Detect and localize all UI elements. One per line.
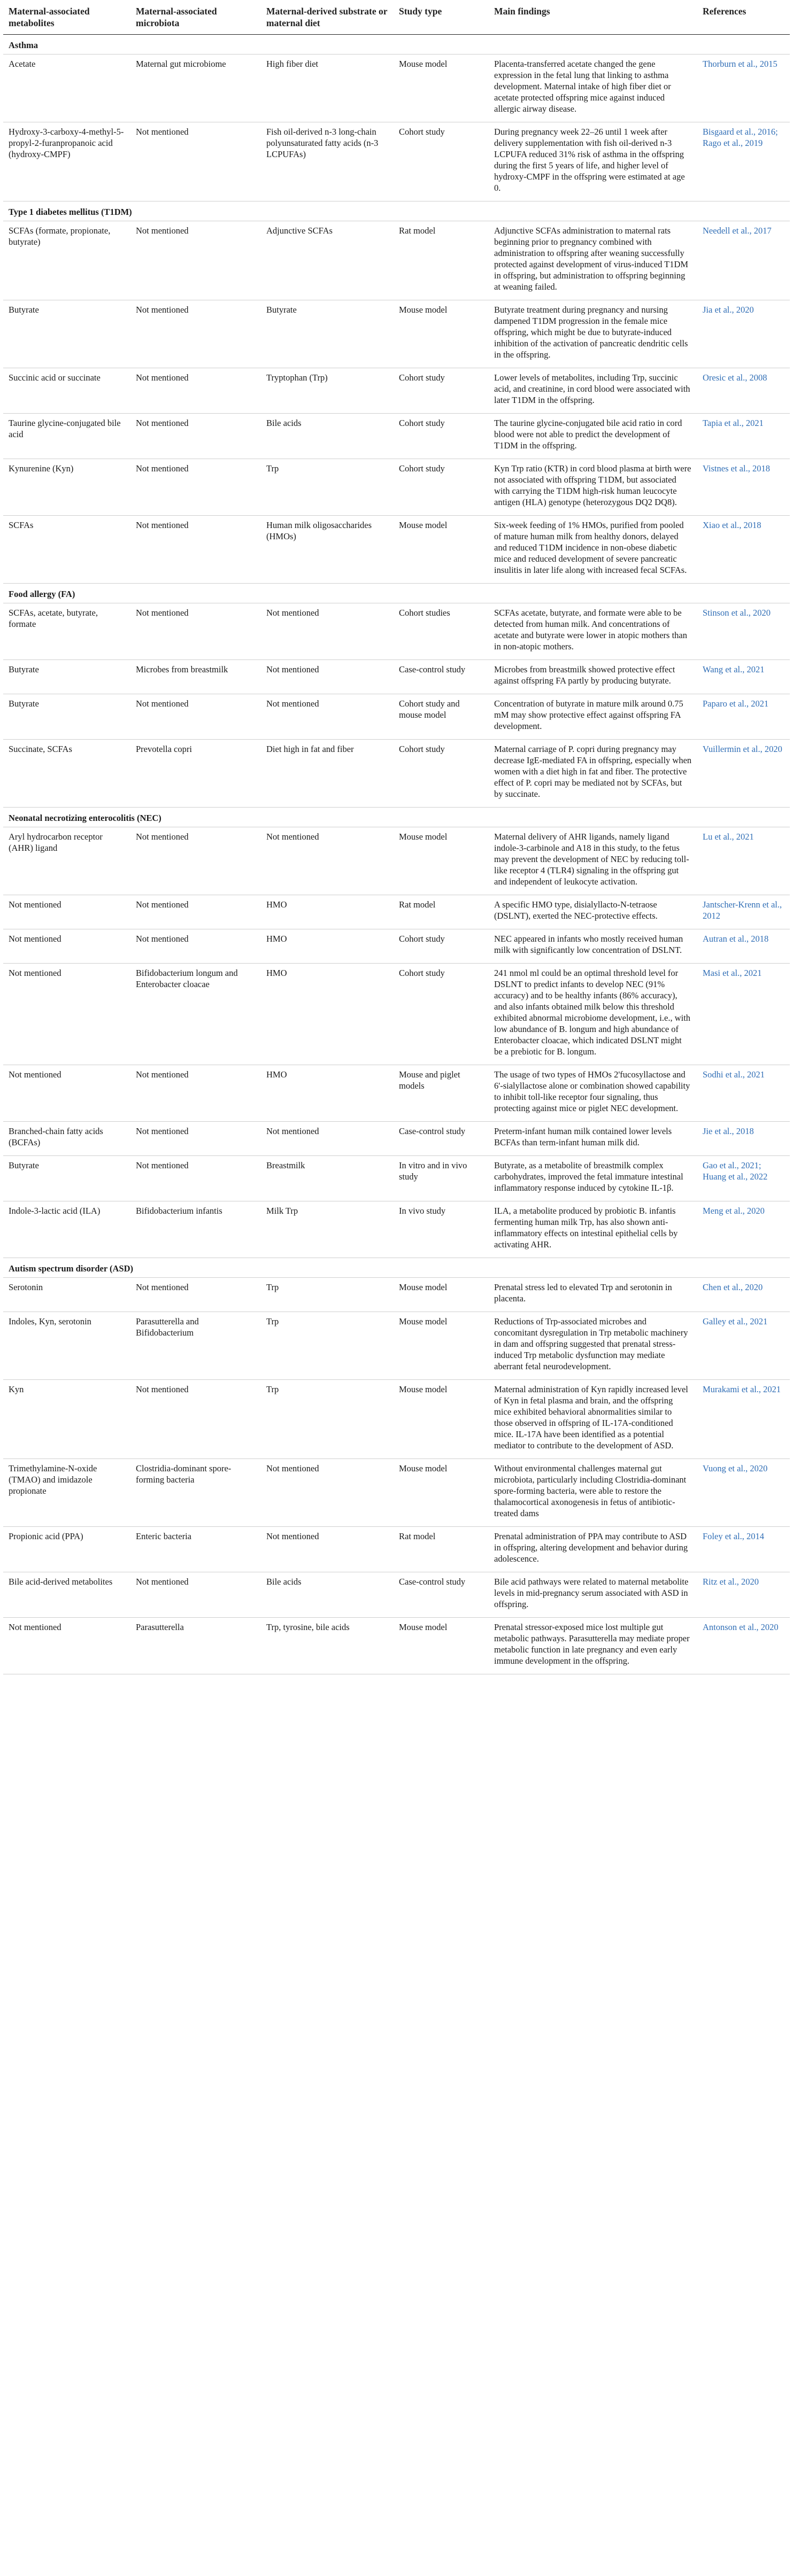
study-type-cell: Cohort study and mouse model [394, 694, 489, 740]
references-cell [697, 1278, 790, 1312]
findings-cell: During pregnancy week 22–26 until 1 week after delivery supplementation with fish oil-derived n-3 LCPUFA reduced 31% risk of asthma in the offspring during the first 5 years of life, and higher level of hydroxy-CMPF in the offspring were estimated at age 0. [489, 122, 697, 201]
study-type-cell: Mouse model [394, 1459, 489, 1527]
study-type-cell: Cohort study [394, 368, 489, 414]
study-type-cell: Mouse model [394, 1312, 489, 1380]
substrate-cell: Fish oil-derived n-3 long-chain polyunsaturated fatty acids (n-3 LCPUFAs) [261, 122, 394, 201]
reference-link[interactable]: Vistnes et al., 2018 [703, 463, 770, 474]
metabolite-cell: Not mentioned [3, 929, 130, 964]
table-row [3, 603, 790, 660]
substrate-cell: Diet high in fat and fiber [261, 740, 394, 808]
substrate-cell: Not mentioned [261, 1527, 394, 1572]
study-type-cell: In vivo study [394, 1201, 489, 1258]
table-body [3, 35, 790, 1674]
findings-cell: Prenatal administration of PPA may contribute to ASD in offspring, altering development and behavior during adolescence. [489, 1527, 697, 1572]
substrate-cell: Trp [261, 1380, 394, 1459]
col-header-substrate: Maternal-derived substrate or maternal diet [261, 4, 394, 35]
reference-link[interactable]: Foley et al., 2014 [703, 1531, 765, 1541]
metabolite-cell: Butyrate [3, 300, 130, 368]
data-table [3, 4, 790, 1674]
col-header-microbiota: Maternal-associated microbiota [130, 4, 261, 35]
study-type-cell: Cohort studies [394, 603, 489, 660]
references-cell [697, 1312, 790, 1380]
table-row [3, 1527, 790, 1572]
findings-cell: Maternal carriage of P. copri during pregnancy may decrease IgE-mediated FA in offspring, especially when women with a diet high in fat and fiber. The protective effect of P. copri may be mediated not by SCFAs, but by succinate. [489, 740, 697, 808]
microbiota-cell: Not mentioned [130, 1278, 261, 1312]
microbiota-cell: Not mentioned [130, 300, 261, 368]
findings-cell: Lower levels of metabolites, including Trp, succinic acid, and creatinine, in cord blood were associated with later T1DM in the offspring. [489, 368, 697, 414]
metabolite-cell: Not mentioned [3, 964, 130, 1065]
table-row [3, 55, 790, 122]
section-row [3, 584, 790, 603]
findings-cell: Without environmental challenges maternal gut microbiota, particularly including Clostridia-dominant spore-forming bacteria, were able to restore the thalamocortical axonogenesis in fetus of antibiotic-treated dams [489, 1459, 697, 1527]
reference-link[interactable]: Vuillermin et al., 2020 [703, 744, 782, 754]
col-header-main-findings: Main findings [489, 4, 697, 35]
findings-cell: Prenatal stress led to elevated Trp and serotonin in placenta. [489, 1278, 697, 1312]
microbiota-cell: Not mentioned [130, 368, 261, 414]
reference-link[interactable]: Huang et al., 2022 [703, 1171, 768, 1182]
microbiota-cell: Not mentioned [130, 694, 261, 740]
findings-cell: Butyrate treatment during pregnancy and nursing dampened T1DM progression in the female mice offspring, which might be due to butyrate-induced inhibition of the activation of pancreatic dendritic cells in the offspring. [489, 300, 697, 368]
table-row [3, 122, 790, 201]
reference-link[interactable]: Xiao et al., 2018 [703, 520, 761, 530]
references-cell [697, 603, 790, 660]
findings-cell: Maternal delivery of AHR ligands, namely ligand indole-3-carbinole and A18 in this study, to the fetus may prevent the development of NEC by reducing toll-like receptor 4 (TLR4) signaling in the offspring gut and independent of leukocyte activation. [489, 827, 697, 895]
study-type-cell: Case-control study [394, 1572, 489, 1618]
findings-cell: A specific HMO type, disialyllacto-N-tetraose (DSLNT), exerted the NEC-protective effects. [489, 895, 697, 929]
table-row [3, 516, 790, 584]
references-cell [697, 1380, 790, 1459]
findings-cell: Placenta-transferred acetate changed the gene expression in the fetal lung that linking to asthma development. Maternal intake of high fiber diet or acetate protected offspring mice against induced allergic airway disease. [489, 55, 697, 122]
substrate-cell: Human milk oligosaccharides (HMOs) [261, 516, 394, 584]
microbiota-cell: Not mentioned [130, 1380, 261, 1459]
reference-link[interactable]: Chen et al., 2020 [703, 1282, 763, 1292]
references-cell [697, 368, 790, 414]
reference-link[interactable]: Autran et al., 2018 [703, 934, 769, 944]
references-cell [697, 516, 790, 584]
microbiota-cell: Not mentioned [130, 929, 261, 964]
microbiota-cell: Not mentioned [130, 603, 261, 660]
references-cell [697, 740, 790, 808]
section-row [3, 201, 790, 221]
col-header-study-type: Study type [394, 4, 489, 35]
findings-cell: SCFAs acetate, butyrate, and formate were able to be detected from human milk. And concentrations of acetate and butyrate were lower in atopic mothers than in non-atopic mothers. [489, 603, 697, 660]
reference-link[interactable]: Galley et al., 2021 [703, 1316, 768, 1326]
table-row [3, 929, 790, 964]
reference-link[interactable]: Lu et al., 2021 [703, 832, 754, 842]
table-row [3, 1380, 790, 1459]
substrate-cell: Not mentioned [261, 694, 394, 740]
metabolite-cell: SCFAs, acetate, butyrate, formate [3, 603, 130, 660]
microbiota-cell: Not mentioned [130, 122, 261, 201]
substrate-cell: Bile acids [261, 414, 394, 459]
metabolite-cell: Not mentioned [3, 1065, 130, 1122]
table-row [3, 660, 790, 694]
study-type-cell: Mouse model [394, 55, 489, 122]
header-row [3, 4, 790, 35]
metabolite-cell: Aryl hydrocarbon receptor (AHR) ligand [3, 827, 130, 895]
references-cell [697, 827, 790, 895]
study-type-cell: Mouse model [394, 827, 489, 895]
metabolite-cell: Acetate [3, 55, 130, 122]
microbiota-cell: Not mentioned [130, 1156, 261, 1201]
table-row [3, 459, 790, 516]
metabolite-cell: Not mentioned [3, 895, 130, 929]
microbiota-cell: Not mentioned [130, 1572, 261, 1618]
reference-link[interactable]: Murakami et al., 2021 [703, 1384, 781, 1394]
microbiota-cell: Bifidobacterium longum and Enterobacter cloacae [130, 964, 261, 1065]
findings-cell: Six-week feeding of 1% HMOs, purified from pooled of mature human milk from healthy donors, delayed and reduced T1DM incidence in non-obese diabetic mice and reduced development of severe pancreatic insulitis in later life along with increased fecal SCFAs. [489, 516, 697, 584]
references-cell [697, 414, 790, 459]
metabolite-cell: SCFAs [3, 516, 130, 584]
microbiota-cell: Microbes from breastmilk [130, 660, 261, 694]
study-type-cell: Case-control study [394, 1122, 489, 1156]
substrate-cell: Not mentioned [261, 1459, 394, 1527]
table-row [3, 300, 790, 368]
section-title: Food allergy (FA) [3, 584, 790, 603]
metabolite-cell: Succinic acid or succinate [3, 368, 130, 414]
substrate-cell: Bile acids [261, 1572, 394, 1618]
metabolite-cell: Not mentioned [3, 1618, 130, 1674]
table-row [3, 964, 790, 1065]
reference-link[interactable]: Oresic et al., 2008 [703, 373, 767, 383]
reference-link[interactable]: Masi et al., 2021 [703, 968, 762, 978]
substrate-cell: Tryptophan (Trp) [261, 368, 394, 414]
study-type-cell: Cohort study [394, 964, 489, 1065]
findings-cell: Maternal administration of Kyn rapidly increased level of Kyn in fetal plasma and brain, and the offspring mice exhibited behavioral abnormalities similar to those observed in offspring of IL-17A-conditioned mice. IL-17A have been identified as a potential mediator to contribute to the development of ASD. [489, 1380, 697, 1459]
microbiota-cell: Not mentioned [130, 827, 261, 895]
study-type-cell: Mouse and piglet models [394, 1065, 489, 1122]
microbiota-cell: Prevotella copri [130, 740, 261, 808]
substrate-cell: HMO [261, 1065, 394, 1122]
section-title: Autism spectrum disorder (ASD) [3, 1258, 790, 1278]
references-cell [697, 1201, 790, 1258]
findings-cell: Preterm-infant human milk contained lower levels BCFAs than term-infant human milk did. [489, 1122, 697, 1156]
substrate-cell: Butyrate [261, 300, 394, 368]
microbiota-cell: Clostridia-dominant spore-forming bacteria [130, 1459, 261, 1527]
references-cell [697, 929, 790, 964]
microbiota-cell: Parasutterella [130, 1618, 261, 1674]
metabolite-cell: SCFAs (formate, propionate, butyrate) [3, 221, 130, 300]
metabolite-cell: Bile acid-derived metabolites [3, 1572, 130, 1618]
study-type-cell: Cohort study [394, 122, 489, 201]
metabolite-cell: Indoles, Kyn, serotonin [3, 1312, 130, 1380]
references-cell [697, 1065, 790, 1122]
study-type-cell: Cohort study [394, 740, 489, 808]
microbiota-cell: Not mentioned [130, 895, 261, 929]
findings-cell: Microbes from breastmilk showed protective effect against offspring FA partly by producing butyrate. [489, 660, 697, 694]
references-cell [697, 1618, 790, 1674]
findings-cell: Bile acid pathways were related to maternal metabolite levels in mid-pregnancy serum associated with ASD in offspring. [489, 1572, 697, 1618]
references-cell [697, 300, 790, 368]
reference-link[interactable]: Jantscher-Krenn et al., 2012 [703, 899, 782, 921]
findings-cell: Reductions of Trp-associated microbes and concomitant dysregulation in Trp metabolic machinery in dam and offspring suggested that prenatal stress-induced Trp metabolic dysfunction may mediate aberrant fetal neurodevelopment. [489, 1312, 697, 1380]
reference-link[interactable]: Vuong et al., 2020 [703, 1463, 768, 1473]
table-row [3, 1572, 790, 1618]
table-row [3, 1065, 790, 1122]
references-cell [697, 694, 790, 740]
reference-link[interactable]: Meng et al., 2020 [703, 1206, 765, 1216]
substrate-cell: High fiber diet [261, 55, 394, 122]
substrate-cell: Trp [261, 1278, 394, 1312]
findings-cell: ILA, a metabolite produced by probiotic B. infantis fermenting human milk Trp, has also shown anti-inflammatory effects on intestinal epithelial cells by activating AHR. [489, 1201, 697, 1258]
table-row [3, 895, 790, 929]
section-title: Type 1 diabetes mellitus (T1DM) [3, 201, 790, 221]
microbiota-cell: Not mentioned [130, 459, 261, 516]
study-type-cell: Mouse model [394, 1380, 489, 1459]
substrate-cell: Breastmilk [261, 1156, 394, 1201]
metabolite-cell: Branched-chain fatty acids (BCFAs) [3, 1122, 130, 1156]
findings-cell: NEC appeared in infants who mostly received human milk with significantly low concentration of DSLNT. [489, 929, 697, 964]
metabolite-cell: Butyrate [3, 694, 130, 740]
references-cell [697, 660, 790, 694]
section-row [3, 35, 790, 55]
table-row [3, 1201, 790, 1258]
substrate-cell: Adjunctive SCFAs [261, 221, 394, 300]
metabolite-cell: Trimethylamine-N-oxide (TMAO) and imidazole propionate [3, 1459, 130, 1527]
study-type-cell: Case-control study [394, 660, 489, 694]
metabolite-cell: Propionic acid (PPA) [3, 1527, 130, 1572]
metabolite-cell: Serotonin [3, 1278, 130, 1312]
table-row [3, 1618, 790, 1674]
microbiota-cell: Enteric bacteria [130, 1527, 261, 1572]
reference-link[interactable]: Gao et al., 2021; [703, 1160, 761, 1170]
col-header-metabolites: Maternal-associated metabolites [3, 4, 130, 35]
references-cell [697, 1459, 790, 1527]
microbiota-cell: Parasutterella and Bifidobacterium [130, 1312, 261, 1380]
substrate-cell: HMO [261, 895, 394, 929]
table-row [3, 1122, 790, 1156]
references-cell [697, 895, 790, 929]
findings-cell: The usage of two types of HMOs 2'fucosyllactose and 6'-sialyllactose alone or combination showed capability to inhibit toll-like receptor four signaling, thus protecting against mice or piglet NEC development. [489, 1065, 697, 1122]
substrate-cell: Not mentioned [261, 1122, 394, 1156]
study-type-cell: Mouse model [394, 516, 489, 584]
section-row [3, 1258, 790, 1278]
study-type-cell: Cohort study [394, 414, 489, 459]
references-cell [697, 122, 790, 201]
findings-cell: Adjunctive SCFAs administration to maternal rats beginning prior to pregnancy combined with administration to offspring after weaning successfully protected against development of virus-induced T1DM in offspring, but administration to offspring beginning at weaning failed. [489, 221, 697, 300]
reference-link[interactable]: Jie et al., 2018 [703, 1126, 754, 1136]
table-row [3, 740, 790, 808]
metabolite-cell: Butyrate [3, 1156, 130, 1201]
table-row [3, 1156, 790, 1201]
section-title: Asthma [3, 35, 790, 55]
references-cell [697, 964, 790, 1065]
references-cell [697, 55, 790, 122]
section-title: Neonatal necrotizing enterocolitis (NEC) [3, 808, 790, 827]
table-row [3, 1278, 790, 1312]
findings-cell: Prenatal stressor-exposed mice lost multiple gut metabolic pathways. Parasutterella may mediate proper metabolic function in late pregnancy and even early immune development in the offspring. [489, 1618, 697, 1674]
metabolite-cell: Taurine glycine-conjugated bile acid [3, 414, 130, 459]
findings-cell: 241 nmol ml could be an optimal threshold level for DSLNT to predict infants to develop NEC (91% accuracy) and to be healthy infants (86% accuracy), and also infants obtained milk below this threshold exhibited abnormal microbiome development, i.e., with low abundance of B. longum and high abundance of Enterobacter cloacae, which indicated DSLNT might be a prebiotic for B. longum. [489, 964, 697, 1065]
microbiota-cell: Bifidobacterium infantis [130, 1201, 261, 1258]
findings-cell: Kyn Trp ratio (KTR) in cord blood plasma at birth were not associated with offspring T1DM, but associated with carrying the T1DM high-risk human leucocyte antigen (HLA) genotype (heterozygous DQ2 DQ8). [489, 459, 697, 516]
findings-cell: Butyrate, as a metabolite of breastmilk complex carbohydrates, improved the fetal immature intestinal inflammatory response induced by cytokine IL-1β. [489, 1156, 697, 1201]
substrate-cell: Milk Trp [261, 1201, 394, 1258]
references-cell [697, 1156, 790, 1201]
study-type-cell: Cohort study [394, 459, 489, 516]
table-row [3, 414, 790, 459]
table-row [3, 694, 790, 740]
col-header-references: References [697, 4, 790, 35]
study-type-cell: Cohort study [394, 929, 489, 964]
study-type-cell: Mouse model [394, 300, 489, 368]
findings-cell: The taurine glycine-conjugated bile acid ratio in cord blood were not able to predict the development of T1DM in the offspring. [489, 414, 697, 459]
references-cell [697, 459, 790, 516]
study-type-cell: Rat model [394, 221, 489, 300]
study-type-cell: In vitro and in vivo study [394, 1156, 489, 1201]
study-type-cell: Rat model [394, 1527, 489, 1572]
reference-link[interactable]: Bisgaard et al., 2016; Rago et al., 2019 [703, 127, 778, 148]
metabolite-cell: Indole-3-lactic acid (ILA) [3, 1201, 130, 1258]
references-cell [697, 1527, 790, 1572]
substrate-cell: HMO [261, 929, 394, 964]
reference-link[interactable]: Sodhi et al., 2021 [703, 1069, 765, 1080]
references-cell [697, 221, 790, 300]
findings-cell: Concentration of butyrate in mature milk around 0.75 mM may show protective effect against offspring FA development. [489, 694, 697, 740]
substrate-cell: Trp [261, 459, 394, 516]
reference-link[interactable]: Paparo et al., 2021 [703, 699, 769, 709]
metabolite-cell: Butyrate [3, 660, 130, 694]
reference-link[interactable]: Antonson et al., 2020 [703, 1622, 779, 1632]
reference-link[interactable]: Needell et al., 2017 [703, 226, 772, 236]
study-type-cell: Mouse model [394, 1278, 489, 1312]
reference-link[interactable]: Wang et al., 2021 [703, 664, 765, 674]
substrate-cell: HMO [261, 964, 394, 1065]
references-cell [697, 1122, 790, 1156]
reference-link[interactable]: Ritz et al., 2020 [703, 1577, 759, 1587]
microbiota-cell: Not mentioned [130, 516, 261, 584]
microbiota-cell: Maternal gut microbiome [130, 55, 261, 122]
reference-link[interactable]: Thorburn et al., 2015 [703, 59, 777, 69]
study-type-cell: Mouse model [394, 1618, 489, 1674]
table-row [3, 221, 790, 300]
substrate-cell: Not mentioned [261, 660, 394, 694]
table-row [3, 827, 790, 895]
reference-link[interactable]: Jia et al., 2020 [703, 305, 754, 315]
microbiota-cell: Not mentioned [130, 414, 261, 459]
metabolite-cell: Kyn [3, 1380, 130, 1459]
reference-link[interactable]: Stinson et al., 2020 [703, 608, 771, 618]
table-row [3, 368, 790, 414]
study-type-cell: Rat model [394, 895, 489, 929]
reference-link[interactable]: Tapia et al., 2021 [703, 418, 764, 428]
metabolite-cell: Hydroxy-3-carboxy-4-methyl-5-propyl-2-furanpropanoic acid (hydroxy-CMPF) [3, 122, 130, 201]
table-row [3, 1459, 790, 1527]
microbiota-cell: Not mentioned [130, 1065, 261, 1122]
references-cell [697, 1572, 790, 1618]
substrate-cell: Trp, tyrosine, bile acids [261, 1618, 394, 1674]
substrate-cell: Trp [261, 1312, 394, 1380]
metabolite-cell: Kynurenine (Kyn) [3, 459, 130, 516]
metabolite-cell: Succinate, SCFAs [3, 740, 130, 808]
microbiota-cell: Not mentioned [130, 221, 261, 300]
substrate-cell: Not mentioned [261, 603, 394, 660]
microbiota-cell: Not mentioned [130, 1122, 261, 1156]
section-row [3, 808, 790, 827]
substrate-cell: Not mentioned [261, 827, 394, 895]
table-row [3, 1312, 790, 1380]
